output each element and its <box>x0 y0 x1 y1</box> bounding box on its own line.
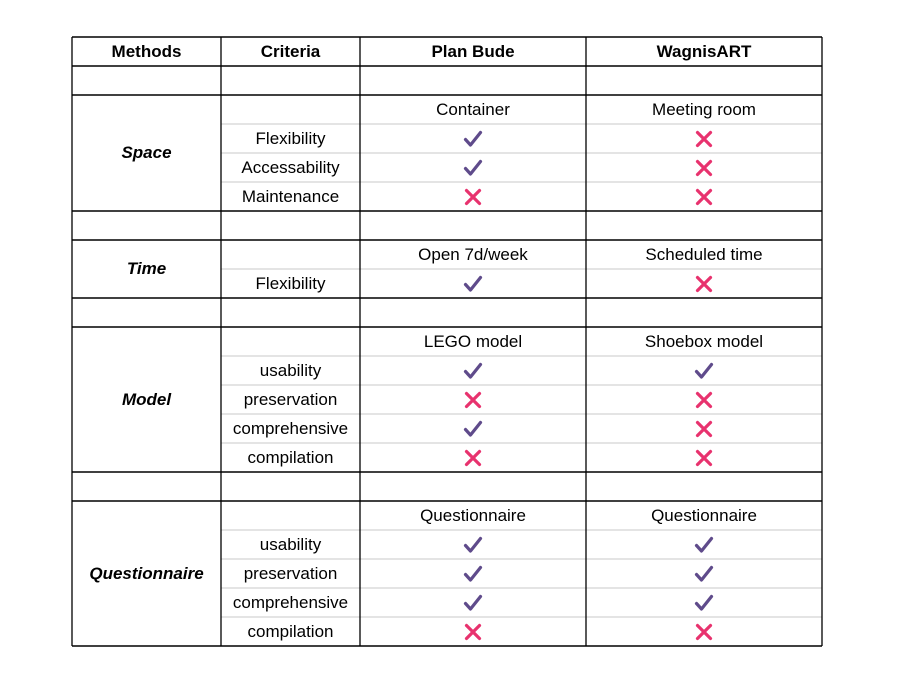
wagnisart-result <box>586 414 822 443</box>
column-header: Methods <box>111 41 182 61</box>
cross-icon <box>693 621 715 643</box>
subheader-cell: Questionnaire <box>651 505 757 525</box>
criterion-cell: preservation <box>243 389 338 409</box>
criterion-cell: Maintenance <box>241 186 340 206</box>
plan-bude-result <box>360 530 586 559</box>
subheader-cell: Open 7d/week <box>418 244 528 264</box>
cross-icon <box>693 186 715 208</box>
plan-bude-result <box>360 124 586 153</box>
cross-icon <box>693 389 715 411</box>
criterion-cell: compilation <box>247 447 334 467</box>
column-header: WagnisART <box>656 41 752 61</box>
wagnisart-result <box>586 269 822 298</box>
column-header: Criteria <box>260 41 321 61</box>
check-icon <box>693 592 715 614</box>
cross-icon <box>693 418 715 440</box>
criterion-cell: Flexibility <box>255 273 326 293</box>
cross-icon <box>462 447 484 469</box>
check-icon <box>693 360 715 382</box>
criterion-cell: compilation <box>247 621 334 641</box>
method-group-label: Questionnaire <box>89 563 204 583</box>
subheader-cell: Container <box>436 99 510 119</box>
plan-bude-result <box>360 443 586 472</box>
wagnisart-result <box>586 356 822 385</box>
plan-bude-result <box>360 617 586 646</box>
criterion-cell: usability <box>259 360 322 380</box>
wagnisart-result <box>586 443 822 472</box>
subheader-cell: Questionnaire <box>420 505 526 525</box>
wagnisart-result <box>586 559 822 588</box>
check-icon <box>693 534 715 556</box>
cross-icon <box>462 621 484 643</box>
plan-bude-result <box>360 414 586 443</box>
check-icon <box>462 360 484 382</box>
check-icon <box>462 128 484 150</box>
wagnisart-result <box>586 124 822 153</box>
plan-bude-result <box>360 153 586 182</box>
subheader-cell: LEGO model <box>423 331 523 351</box>
criterion-cell: Accessability <box>241 157 340 177</box>
wagnisart-result <box>586 153 822 182</box>
plan-bude-result <box>360 559 586 588</box>
cross-icon <box>462 186 484 208</box>
plan-bude-result <box>360 588 586 617</box>
criterion-cell: usability <box>259 534 322 554</box>
method-group-label: Time <box>126 259 167 278</box>
cross-icon <box>462 389 484 411</box>
check-icon <box>462 418 484 440</box>
check-icon <box>462 157 484 179</box>
subheader-cell: Shoebox model <box>644 331 764 351</box>
wagnisart-result <box>586 588 822 617</box>
subheader-cell: Meeting room <box>652 99 756 119</box>
method-group-label: Model <box>121 389 172 409</box>
check-icon <box>462 592 484 614</box>
check-icon <box>462 273 484 295</box>
plan-bude-result <box>360 269 586 298</box>
method-group-label: Space <box>121 143 172 162</box>
plan-bude-result <box>360 356 586 385</box>
plan-bude-result <box>360 385 586 414</box>
criterion-cell: Flexibility <box>255 128 326 148</box>
criterion-cell: comprehensive <box>232 592 349 612</box>
column-header: Plan Bude <box>431 41 515 61</box>
wagnisart-result <box>586 182 822 211</box>
cross-icon <box>693 273 715 295</box>
subheader-cell: Scheduled time <box>645 244 763 264</box>
criterion-cell: comprehensive <box>232 418 349 438</box>
wagnisart-result <box>586 617 822 646</box>
wagnisart-result <box>586 385 822 414</box>
wagnisart-result <box>586 530 822 559</box>
check-icon <box>462 563 484 585</box>
check-icon <box>462 534 484 556</box>
cross-icon <box>693 157 715 179</box>
plan-bude-result <box>360 182 586 211</box>
check-icon <box>693 563 715 585</box>
criterion-cell: preservation <box>243 563 338 583</box>
cross-icon <box>693 128 715 150</box>
cross-icon <box>693 447 715 469</box>
